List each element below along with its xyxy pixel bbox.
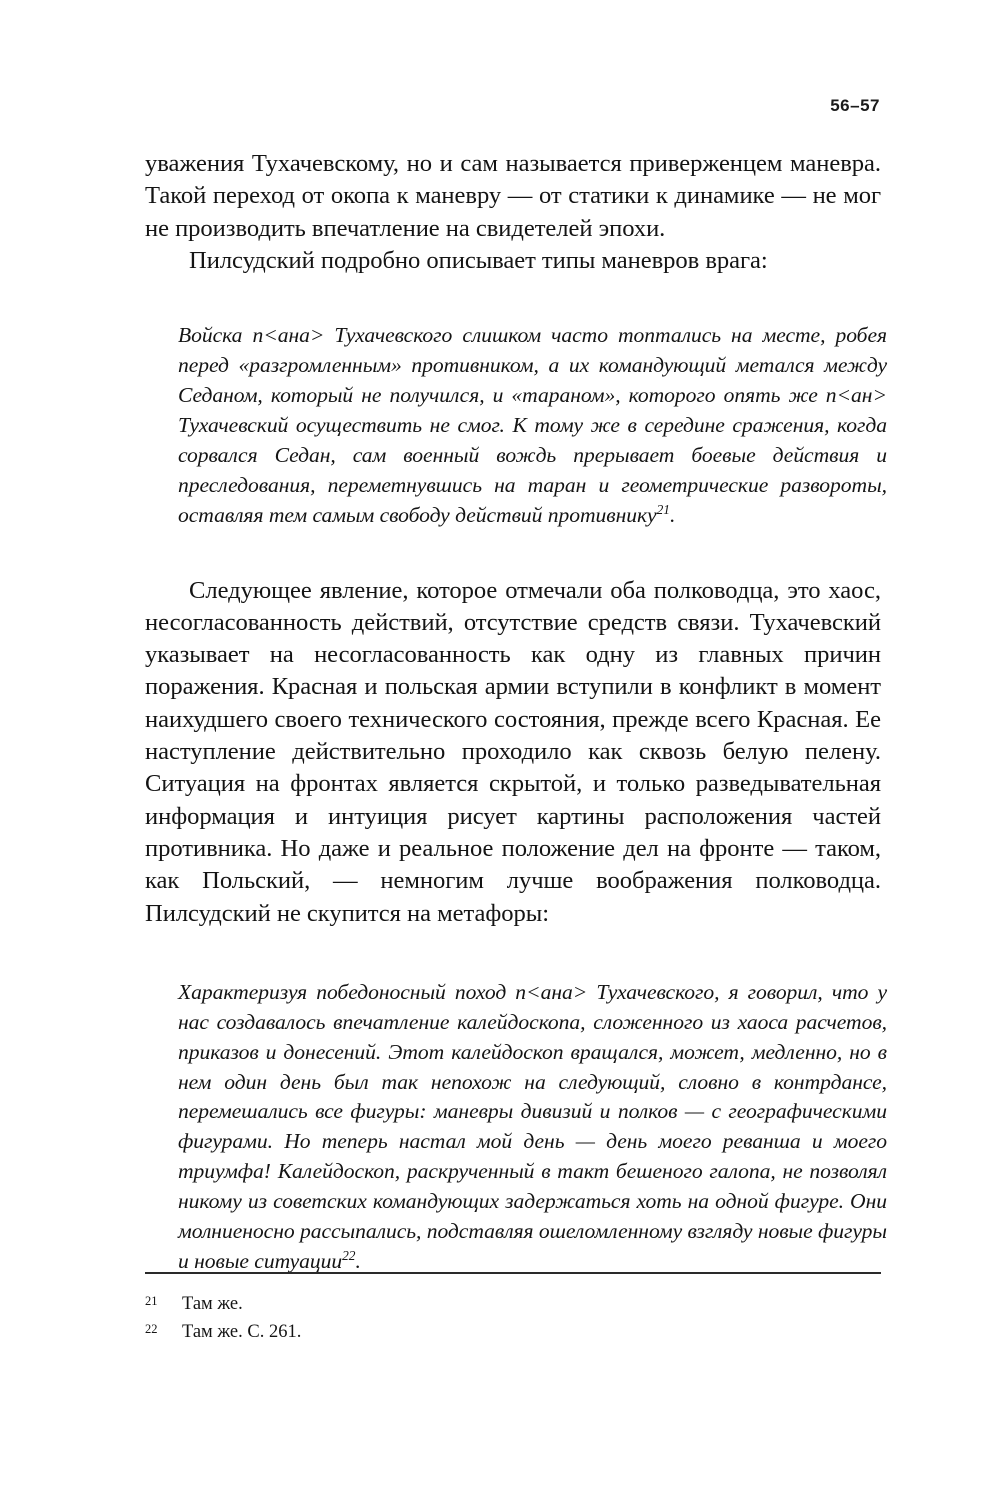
blockquote-1-wrapper — [178, 321, 887, 530]
spacer-before-quote-1 — [145, 277, 881, 321]
footnote-ref-21[interactable]: 21 — [656, 501, 670, 517]
blockquote-1 — [178, 321, 887, 530]
body-paragraph-main: Следующее явление, которое отмечали оба полководца, это хаос, несогласованность действий, отсутствие средств связи. Тухачевский указывает на несогласованность как одну из главных причин поражения. Красная и польская армии вступили в конфликт в момент наихудшего своего технического состояния, прежде всего Красная. Ее наступление действительно проходило как сквозь белую пелену. Ситуация на фронтах является скрытой, и только разведывательная информация и интуиция рисует картины расположения частей противника. Но даже и реальное положение дел на фронте — таком, как Польский, — немногим лучше воображения полководца. Пилсудский не скупится на метафоры: — [145, 576, 881, 927]
footnote-text-21: Там же. — [182, 1294, 243, 1314]
spacer-before-quote-2 — [145, 930, 881, 978]
body-paragraph-intro-quote-1: Пилсудский подробно описывает типы маневров врага: — [189, 246, 768, 274]
text-column — [145, 148, 887, 1277]
running-head-page-number: 56–57 — [830, 96, 880, 115]
footnotes-section — [145, 1272, 881, 1347]
blockquote-1-trailing-punctuation: . — [669, 502, 676, 527]
footnote-item — [145, 1319, 881, 1345]
footnote-marker-21: 21 — [145, 1294, 158, 1308]
footnote-marker-22: 22 — [145, 1322, 158, 1336]
footnote-text-22: Там же. С. 261. — [182, 1322, 302, 1342]
blockquote-2-wrapper — [178, 978, 887, 1277]
blockquote-2-trailing-punctuation: . — [355, 1248, 361, 1273]
body-paragraph-continuation: уважения Тухачевскому, но и сам называется приверженцем маневра. Такой переход от окопа к маневру — от статики к динамике — не мог не производить впечатление на свидетелей эпохи. — [145, 150, 881, 242]
blockquote-1-text: Войска п<ана> Тухачевского слишком часто топтались на месте, робея перед «разгромленным» противником, а их командующий метался между Седаном, который не получился, и «тараном», которого опять же п<ан> Тухачевский осуществить не смог. К тому же в середине сражения, когда сорвался Седан, сам военный вождь прерывает боевые действия и преследования, переметнувшись на таран и геометрические развороты, оставляя тем самым свободу действий противнику — [178, 323, 887, 527]
spacer-after-quote-1 — [145, 531, 881, 575]
footnote-separator-rule — [145, 1272, 881, 1274]
footnote-ref-22[interactable]: 22 — [342, 1247, 356, 1263]
blockquote-2-text: Характеризуя победоносный поход п<ана> Тухачевского, я говорил, что у нас создавалось впечатление калейдоскопа, сложенного из хаоса расчетов, приказов и донесений. Этот калейдоскоп вращался, может, медленно, но в нем один день был так непохож на следующий, словно в контрдансе, перемешались все фигуры: маневры дивизий и полков — с географическими фигурами. Но теперь настал мой день — день моего реванша и моего триумфа! Калейдоскоп, раскрученный в такт бешеного галопа, не позволял никому из советских командующих задержаться хоть на одной фигуре. Они молниеносно рассыпались, подставляя ошеломленному взгляду новые фигуры и новые ситуации — [178, 979, 887, 1273]
footnote-item — [145, 1291, 881, 1317]
blockquote-2 — [178, 978, 887, 1277]
